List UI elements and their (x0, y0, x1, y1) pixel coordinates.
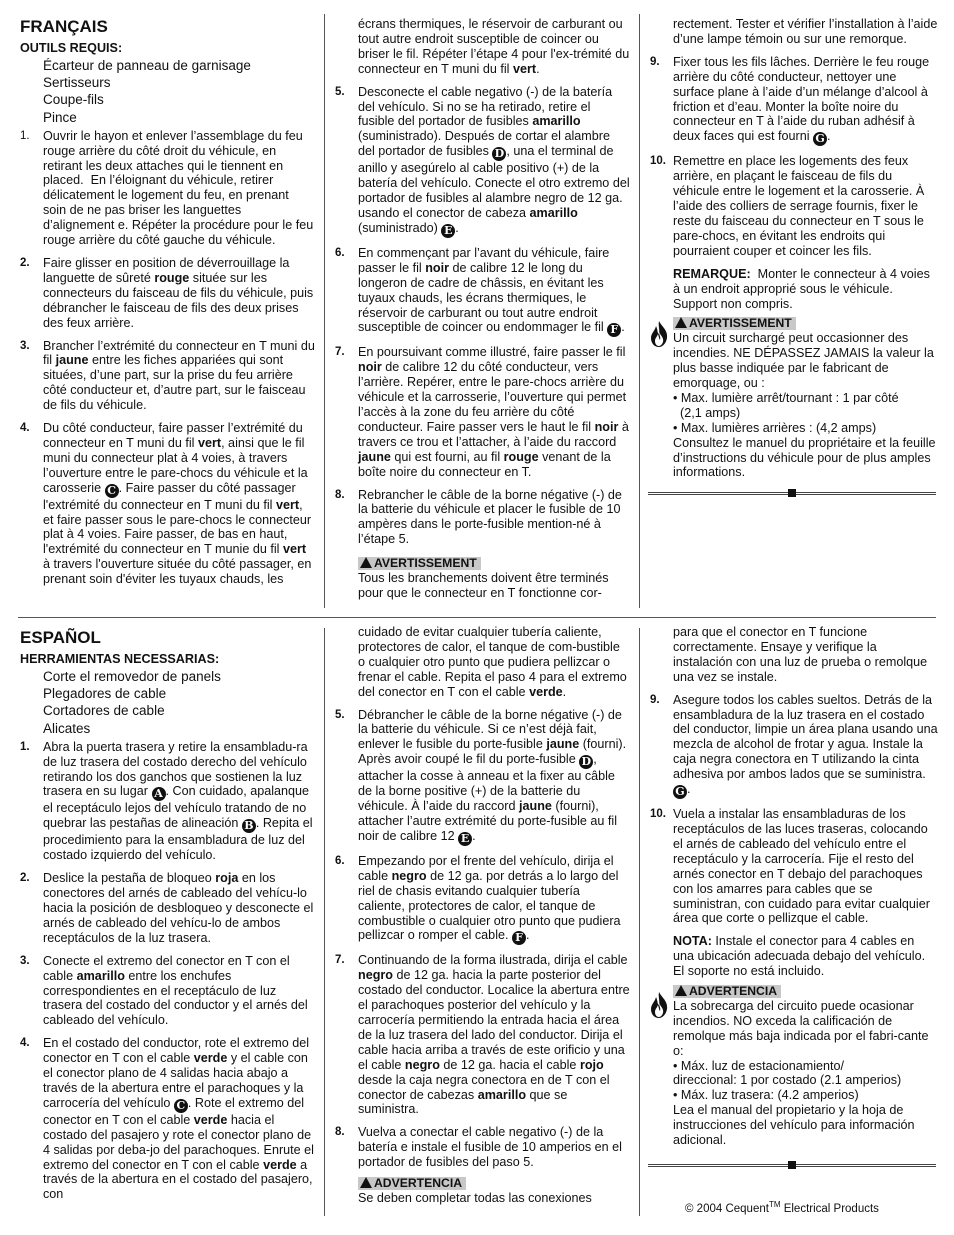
fr-col-1 (20, 17, 315, 587)
callout-d-icon: D (492, 147, 506, 161)
warning-badge: AVERTISSEMENT (358, 557, 481, 570)
fr-tools-heading: OUTILS REQUIS: (20, 41, 123, 55)
tool-item: Alicates (43, 720, 91, 736)
es-tools-list (20, 668, 315, 737)
es-step-5: 5. Débrancher le câble de la borne négative (-) de la batterie du véhicule. Si ce n’est déjà fait, enlever le fusible du porte-fusible jaune (fourni). Après avoir coupé le fil du porte-fusible D , attacher la cosse à anneau et la fixer au câble de la borne positive (+) de la batterie du véhicule. À l’aide du raccord jaune (fourni), attacher l’autre extrémité du porte-fusible au fil noir de calibre 12 E . (335, 707, 627, 845)
warning-badge: ADVERTENCIA (358, 1177, 466, 1190)
es-step-1: 1. Abra la puerta trasera y retire la ensambladu-ra de luz trasera del costado derecho del vehículo retirando los dos ganchos que sostienen la luz trasera en su lugar A . Con cuidado, apalanque el receptáculo lejos del vehículo tratando de no quebrar las pestañas de alineación B . Repita el procedimiento para la ensambladura de luz del costado izquierdo del vehículo. (20, 739, 313, 863)
fr-step-9: 9. Fixer tous les fils lâches. Derrière le feu rouge arrière du côté conducteur, nettoyer une surface plane à l’aide d’un mélange d’alcool à friction et d’eau. Monter la boîte noire du connecteur en T à l’aide du ruban adhésif à deux faces qui est fourni G . (650, 54, 930, 146)
fr-step-4: 4. Du côté conducteur, faire passer l’extrémité du connecteur en T muni du fil vert, ainsi que le fil muni du connecteur plat à 4 voies, à travers l’ouverture entre le pare-chocs du véhicule et la carosserie C . Faire passer du côté passager l'extrémité du connecteur en T muni du fil vert, et faire passer sous le pare-chocs le connecteur plat à 4 voies. Faire passer, de bas en haut, l'extrémité du connecteur en T munie du fil vert à travers l'ouverture située du côté passager, en prenant soin d'éviter les tuyaux chauds, les (20, 421, 312, 587)
es-step-3: 3. Conecte el extremo del conector en T con el cable amarillo entre los enchufes correspondientes en el receptáculo de luz trasera del costado del conductor y el arnés del cableado del vehículo. (20, 953, 308, 1028)
es-title: ESPAÑOL (20, 628, 101, 647)
fr-step-3: 3. Brancher l’extrémité du connecteur en T muni du fil jaune entre les fiches appariées qui sont situées, d’une part, sur la prise du feu arrière côté conducteur et, d’autre part, sur le faisceau de fils du véhicule. (20, 338, 315, 413)
warning-icon (675, 317, 687, 328)
callout-b-icon: B (242, 819, 256, 833)
es-step-8: 8. Vuelva a conectar el cable negativo (-) de la batería e instale el fusible de 10 amperios en el portador de fusibles del paso 5. (335, 1125, 622, 1170)
tool-item: Coupe-fils (43, 92, 104, 108)
tool-item: Plegadores de cable (43, 686, 167, 702)
es-col-2: cuidado de evitar cualquier tubería caliente, protectores de calor, el tanque de com-bustible o cualquier otro punto que pudiera pellizcar o frenar el cable. Repita el paso 4 para el extremo del conector en T con el cable verde. 5. Débrancher le câble de la borne négative (-) de la batterie du véhicule. Si ce n’est déjà fait, enlever le fusible du porte-fusible jaune (fourni). Après avoir coupé le fil du porte-fusible D , attacher la cosse à anneau et la fixer au câble de la borne positive (+) de la batterie du véhicule. À l’aide du raccord jaune (fourni), attacher l’autre extrémité du porte-fusible au fil noir de calibre 12 E . 6. Empezando por el frente del vehículo, dirija el cable negro de 12 ga. por detrás a lo largo del riel de chasis evitando cualquier tubería caliente, protectores de calor, el tanque de combustible o cualquier otro punto que pudiera pellizcar o romper el cable. F . 7. Continuando de la forma ilustrada, dirija el cable negro de 12 ga. hacia la parte posterior del costado del conductor. Localice la abertura entre el parachoques posterior del vehículo y la carrocería permitiendo la entrada hacia el área de la luz trasera del lado del conductor. Dirija el cable hacia arriba a través de este orificio y una el cable negro de 12 ga. hacia el cable rojo desde la caja negra conectora en de T con el conector de cabezas amarillo que se suministra. 8. Vuelva a conectar el cable negativo (-) de la batería e instale el fusible de 10 amperios en el portador de fusibles del paso 5. ADVERTENCIA Se deben completar todas las conexiones (335, 625, 630, 1205)
column-divider (324, 628, 325, 1216)
callout-e-icon: E (441, 224, 455, 238)
tool-item: Cortadores de cable (43, 703, 165, 719)
fr-note: REMARQUE: Monter le connecteur à 4 voies à un endroit approprié sous le véhicule. Support non compris. (673, 266, 930, 311)
callout-c-icon: C (174, 1099, 188, 1113)
copyright-footer: © 2004 Cequent™ Electrical Products (685, 1200, 879, 1215)
es-step-10: 10. Vuela a instalar las ensambladuras de los receptáculos de las luces traseras, colocando el arnés de cableado del vehículo entre el receptáculo y la carrocería. Fije el resto del arnés conector en T debajo del parachoques con los amarres para cables que se suministran, con cuidado para evitar cualquier área que corte o pellizque el cable. (650, 807, 930, 926)
fire-hazard-icon (648, 991, 670, 1019)
tool-item: Pince (43, 109, 77, 125)
warning-badge: ADVERTENCIA (673, 985, 781, 998)
callout-c-icon: C (105, 484, 119, 498)
callout-a-icon: A (152, 787, 166, 801)
warning-icon (360, 557, 372, 568)
tool-item: Écarteur de panneau de garnisage (43, 57, 251, 73)
es-note: NOTA: Instale el conector para 4 cables en una ubicación adecuada debajo del vehículo. El soporte no está incluido. (673, 934, 926, 979)
fr-end-bar (648, 492, 936, 495)
fr-step-7: 7. En poursuivant comme illustré, faire passer le fil noir de calibre 12 du côté conducteur, vers l’arrière. Repérer, entre le pare-chocs arrière du véhicule et la carrosserie, l’ouverture qui permet l’accès à la zone du feu arrière du côté conducteur. Faire passer vers le haut le fil noir à travers ce trou et l’attacher, à l’aide du raccord jaune qui est fourni, au fil rouge venant de la boîte noire du connecteur en T. (335, 345, 629, 479)
es-end-bar (648, 1164, 936, 1167)
es-col-3: para que el conector en T funcione correctamente. Ensaye y verifique la instalación con una luz de prueba o remolque una vez se instale. 9. Asegure todos los cables sueltos. Detrás de la ensambladura de la luz trasera en el costado del conductor, limpie un área plana usando una mezcla de alcohol de frotar y agua. Instale la caja negra conectora en T utilizando la cinta adhesiva por ambos lados que se suministra. G . 10. Vuela a instalar las ensambladuras de los receptáculos de las luces traseras, colocando el arnés de cableado del vehículo entre el receptáculo y la carrocería. Fije el resto del arnés conector en T debajo del parachoques con los amarres para cables que se suministran, con cuidado para evitar cualquier área que corte o pellizque el cable. NOTA: Instale el conector para 4 cables en una ubicación adecuada debajo del vehículo. El soporte no está incluido. ADVERTENCIA La sobrecarga del circuito puede ocasionar incendios. NO exceda la calificación de remolque más baja indicada por el fabri-cante o: • Máx. luz de estacionamiento/ direccional: 1 por costado (2.1 amperios) • Máx. luz trasera: (4.2 amperios) Lea el manual del propietario y la hoja de instrucciones del vehículo para información adicional. (650, 625, 938, 1148)
fr-step-6: 6. En commençant par l’avant du véhicule, faire passer le fil noir de calibre 12 le long du longeron de cadre de châssis, en évitant les tuyaux chauds, les écrans thermiques, le réservoir de carburant ou tout autre endroit susceptible de coincer ou endommager le fil F . (335, 245, 625, 337)
column-divider (639, 628, 640, 1216)
callout-e-icon: E (458, 832, 472, 846)
callout-d-icon: D (579, 755, 593, 769)
es-step-9: 9. Asegure todos los cables sueltos. Detrás de la ensambladura de la luz trasera en el costado del conductor, limpie un área plana usando una mezcla de alcohol de frotar y agua. Instale la caja negra conectora en T utilizando la cinta adhesiva por ambos lados que se suministra. G . (650, 692, 938, 799)
fr-col-2: écrans thermiques, le réservoir de carburant ou tout autre endroit susceptible de coincer ou briser le fil. Répéter l’étape 4 pour l'ex-trémité du connecteur en T muni du fil vert. 5. Desconecte el cable negativo (-) de la batería del vehículo. Si no se ha retirado, retire el fusible del portador de fusibles amarillo (suministrado). Después de cortar el alambre del portador de fusibles D , una el terminal de anillo y asegúrelo al cable positivo (+) de la batería del vehículo. Conecte el otro extremo del portador de fusibles al alambre negro de 12 ga. usando el conector de cabeza amarillo (suministrado) E . 6. En commençant par l’avant du véhicule, faire passer le fil noir de calibre 12 le long du longeron de cadre de châssis, en évitant les tuyaux chauds, les écrans thermiques, le réservoir de carburant ou tout autre endroit susceptible de coincer ou endommager le fil F . 7. En poursuivant comme illustré, faire passer le fil noir de calibre 12 du côté conducteur, vers l’arrière. Repérer, entre le pare-chocs arrière du véhicule et la carrosserie, l’ouverture qui permet l’accès à la zone du feu arrière du côté conducteur. Faire passer vers le haut le fil noir à travers ce trou et l’attacher, à l’aide du raccord jaune qui est fourni, au fil rouge venant de la boîte noire du connecteur en T. 8. Rebrancher le câble de la borne négative (-) de la batterie du véhicule et placer le fusible de 10 ampères dans le porte-fusible mention-né à l’étape 5. AVERTISSEMENT Tous les branchements doivent être terminés pour que le connecteur en T fonctionne cor- (335, 17, 630, 600)
fr-step-5: 5. Desconecte el cable negativo (-) de la batería del vehículo. Si no se ha retirado, retire el fusible del portador de fusibles amarillo (suministrado). Después de cortar el alambre del portador de fusibles D , una el terminal de anillo y asegúrelo al cable positivo (+) de la batería del vehículo. Conecte el otro extremo del portador de fusibles al alambre negro de 12 ga. usando el conector de cabeza amarillo (suministrado) E . (335, 84, 630, 237)
fr-step-2: 2. Faire glisser en position de déverrouillage la languette de sûreté rouge située sur les connecteurs du faisceau de fils du véhicule, puis débrancher le faisceau de fils des deux prises des feux arrière. (20, 255, 314, 330)
fr-step-1: 1. Ouvrir le hayon et enlever l’assemblage du feu rouge arrière du côté droit du véhicule, en retirant les deux attaches qui le tiennent en placed. En l’éloignant du véhicule, retirer délicatement le logement du feu, en prenant soin de ne pas briser les languettes d’alignement e. Répéter la procédure pour le feu rouge arrière du côté gauche du véhicule. (20, 128, 314, 248)
callout-f-icon: F (607, 323, 621, 337)
fr-step-10: 10. Remettre en place les logements des feux arrière, en plaçant le faisceau de fils du véhicule entre le logement et la carosserie. À l’aide des colliers de serrage fournis, fixer le reste du faisceau du connecteur en T sous le pare-chocs, en évitant les endroits qui pourraient couper et coincer les fils. (650, 154, 925, 258)
es-col-1 (20, 628, 315, 1202)
es-step-6: 6. Empezando por el frente del vehículo, dirija el cable negro de 12 ga. por detrás a lo largo del riel de chasis evitando cualquier tubería caliente, protectores de calor, el tanque de combustible o cualquier otro punto que pudiera pellizcar o romper el cable. F . (335, 853, 621, 945)
column-divider (639, 14, 640, 608)
fr-col-3: rectement. Tester et vérifier l’installation à l’aide d’une lampe témoin ou sur une remorque. 9. Fixer tous les fils lâches. Derrière le feu rouge arrière du côté conducteur, nettoyer une surface plane à l’aide d’un mélange d’alcool à friction et d’eau. Monter la boîte noire du connecteur en T à l’aide du ruban adhésif à deux faces qui est fourni G . 10. Remettre en place les logements des feux arrière, en plaçant le faisceau de fils du véhicule entre le logement et la carosserie. À l’aide des colliers de serrage fournis, fixer le reste du faisceau du connecteur en T sous le pare-chocs, en évitant les endroits qui pourraient couper et coincer les fils. REMARQUE: Monter le connecteur à 4 voies à un endroit approprié sous le véhicule. Support non compris. AVERTISSEMENT Un circuit surchargé peut occasionner des incendies. NE DÉPASSEZ JAMAIS la valeur la plus basse indiquée par le fabricant de emorquage, ou : • Max. lumière arrêt/tournant : 1 par côté (2,1 amps) • Max. lumières arrières : (4,2 amps) Consultez le manuel du propriétaire et la feuille d’instructions du véhicule pour de plus amples informations. (650, 17, 938, 480)
section-divider (18, 617, 936, 618)
warning-badge: AVERTISSEMENT (673, 317, 796, 330)
warning-icon (360, 1177, 372, 1188)
fr-tools-list (20, 57, 315, 126)
tool-item: Sertisseurs (43, 75, 111, 91)
callout-g-icon: G (673, 785, 687, 799)
column-divider (324, 14, 325, 608)
es-tools-heading: HERRAMIENTAS NECESSARIAS: (20, 652, 220, 666)
warning-icon (675, 985, 687, 996)
es-step-4: 4. En el costado del conductor, rote el extremo del conector en T con el cable verde y el cable con el conector plano de 4 salidas hacia abajo a través de la abertura entre el parachoques y la carrocería del vehículo C . Rote el extremo del conector en T con el cable verde hacia el costado del pasajero y rote el conector plano de 4 salidas por deba-jo del parachoques. Enrute el extremo del conector en T con el cable verde a través de la abertura en el costado del pasajero, con (20, 1036, 314, 1202)
fr-title: FRANÇAIS (20, 17, 108, 36)
es-step-7: 7. Continuando de la forma ilustrada, dirija el cable negro de 12 ga. hacia la parte posterior del costado del conductor. Localice la abertura entre el parachoques posterior del vehículo y la carrocería permitiendo la entrada hacia el área de la luz trasera del lado del conductor. Dirija el cable hacia arriba a través de este orificio y una el cable negro de 12 ga. hacia el cable rojo desde la caja negra conectora en de T con el conector de cabezas amarillo que se suministra. (335, 953, 630, 1117)
es-step-2: 2. Deslice la pestaña de bloqueo roja en los conectores del arnés de cableado del vehícu-lo hacia la posición de desbloqueo y desconecte el arnés de cableado del vehícu-lo de ambos receptáculos de la luz trasera. (20, 871, 314, 945)
fr-step-8: 8. Rebrancher le câble de la borne négative (-) de la batterie du véhicule et placer le fusible de 10 ampères dans le porte-fusible mention-né à l’étape 5. (335, 487, 622, 547)
tool-item: Corte el removedor de panels (43, 668, 221, 684)
fire-hazard-icon (648, 320, 670, 348)
callout-g-icon: G (813, 132, 827, 146)
callout-f-icon: F (512, 931, 526, 945)
